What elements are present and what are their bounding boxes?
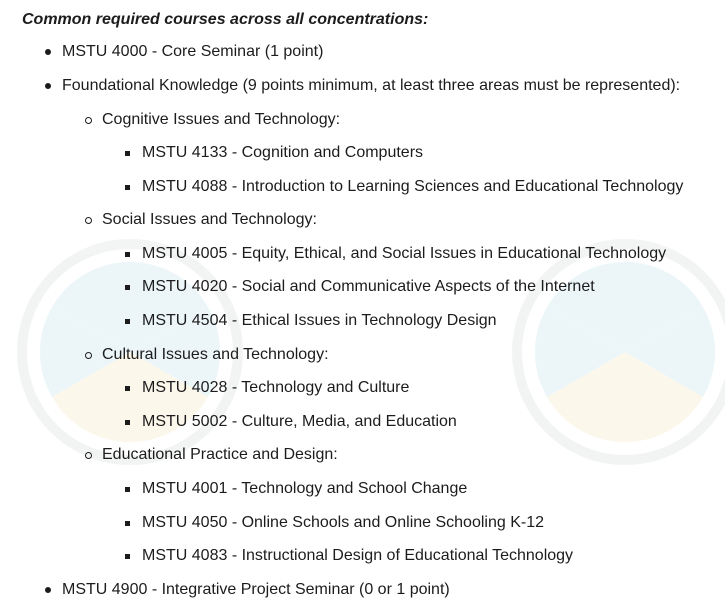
list-item [142, 545, 573, 567]
list-item-text: MSTU 4001 - Technology and School Change [142, 480, 468, 497]
list-item [102, 444, 338, 466]
bullet-square-icon [125, 151, 130, 156]
list-item [142, 176, 683, 198]
list-item [142, 142, 423, 164]
list-item-text: Cognitive Issues and Technology: [102, 111, 341, 128]
list-item-text: MSTU 4133 - Cognition and Computers [142, 144, 424, 161]
list-item-text: MSTU 4900 - Integrative Project Seminar (0 or 1 point) [62, 581, 450, 598]
bullet-square-icon [125, 285, 130, 290]
list-item [142, 310, 497, 332]
list-item-text: Social Issues and Technology: [102, 211, 317, 228]
list-item [142, 411, 457, 433]
bullet-square-icon [125, 185, 130, 190]
list-item [142, 276, 595, 298]
bullet-square-icon [125, 252, 130, 257]
list-item [102, 344, 329, 366]
bullet-square-icon [125, 521, 130, 526]
list-item [142, 377, 409, 399]
bullet-disc-icon [45, 49, 51, 55]
list-item [62, 41, 323, 63]
bullet-disc-icon [45, 83, 51, 89]
list-item [142, 243, 666, 265]
bullet-circle-icon [85, 352, 92, 359]
bullet-circle-icon [85, 217, 92, 224]
bullet-square-icon [125, 386, 130, 391]
list-item-text: MSTU 4028 - Technology and Culture [142, 379, 410, 396]
bullet-circle-icon [85, 117, 92, 124]
list-item [142, 478, 467, 500]
bullet-square-icon [125, 319, 130, 324]
list-item-text: MSTU 4088 - Introduction to Learning Sciences and Educational Technology [142, 178, 684, 195]
list-item-text: MSTU 4504 - Ethical Issues in Technology Design [142, 312, 497, 329]
list-item-text: MSTU 4000 - Core Seminar (1 point) [62, 43, 324, 60]
bullet-square-icon [125, 554, 130, 559]
list-item-text: Educational Practice and Design: [102, 446, 338, 463]
list-item-text: Foundational Knowledge (9 points minimum, at least three areas must be represented): [62, 77, 681, 94]
list-item-text: MSTU 4050 - Online Schools and Online Schooling K-12 [142, 514, 544, 531]
list-item-text: MSTU 5002 - Culture, Media, and Education [142, 413, 457, 430]
list-item-text: Cultural Issues and Technology: [102, 346, 329, 363]
list-item-text: MSTU 4020 - Social and Communicative Aspects of the Internet [142, 278, 595, 295]
list-item [102, 209, 317, 231]
list-item-text: MSTU 4005 - Equity, Ethical, and Social Issues in Educational Technology [142, 245, 667, 262]
list-item [62, 75, 680, 97]
list-item [142, 512, 544, 534]
list-item [102, 109, 340, 131]
section-heading: Common required courses across all concentrations: [22, 11, 429, 28]
bullet-square-icon [125, 487, 130, 492]
list-item [62, 579, 450, 601]
bullet-circle-icon [85, 452, 92, 459]
bullet-disc-icon [45, 587, 51, 593]
bullet-square-icon [125, 420, 130, 425]
list-item-text: MSTU 4083 - Instructional Design of Educational Technology [142, 547, 574, 564]
